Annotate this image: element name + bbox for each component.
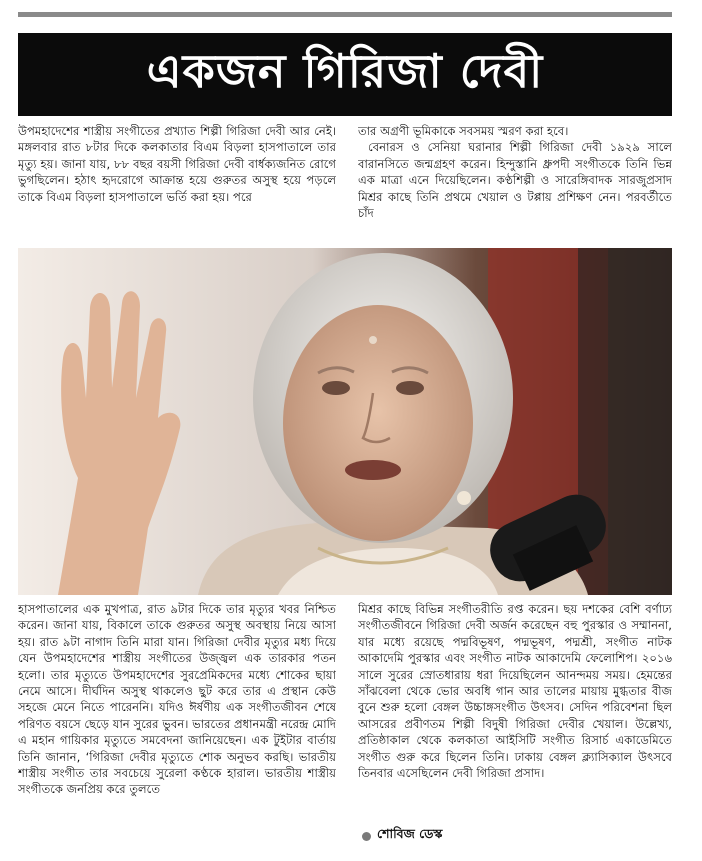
article-column-1-top: [18, 123, 336, 239]
paragraph: তার অগ্রণী ভূমিকাকে সবসময় স্মরণ করা হবে।: [358, 124, 569, 138]
headline: একজন গিরিজা দেবী: [146, 43, 544, 98]
article-column-2-bottom: [358, 601, 672, 826]
article-column-2-top: [358, 123, 672, 239]
article-column-1-bottom: [18, 601, 336, 846]
article-photo: [18, 248, 672, 595]
top-rule: [18, 12, 672, 17]
bullet-dot-icon: [362, 832, 371, 841]
paragraph: বেনারস ও সেনিয়া ঘরানার শিল্পী গিরিজা দেবী ১৯২৯ সালে বারানসিতে জন্মগ্রহণ করেন। হিন্দুস্তানি ধ্রুপদী সংগীতকে তিনি ভিন্ন এক মাত্রা এনে দিয়েছিলেন। কণ্ঠশিল্পী ও সারেঙ্গিবাদক সারজুপ্রসাদ মিশ্রর কাছে তিনি প্রথমে খেয়াল ও টপ্পায় প্রশিক্ষণ নেন। পরবর্তীতে চাঁদ: [358, 140, 672, 221]
headline-bar: [18, 33, 672, 116]
paragraph: মিশ্রর কাছে বিভিন্ন সংগীতরীতি রপ্ত করেন। ছয় দশকের বেশি বর্ণাঢ্য সংগীতজীবনে গিরিজা দেবী অর্জন করেছেন বহু পুরস্কার ও সম্মাননা, যার মধ্যে রয়েছে পদ্মবিভূষণ, পদ্মভূষণ, পদ্মশ্রী, সংগীত নাটক আকাদেমি পুরস্কার এবং সংগীত নাটক আকাদেমি ফেলোশিপ। ২০১৬ সালে সুরের স্রোতধারায় ধরা দিয়েছিলেন আনন্দময় সময়। হেমন্তের সাঁঝবেলা থেকে ভোর অবধি গান আর তালের মায়ায় মুগ্ধতার বীজ বুনে শুরু হলো বেঙ্গল উচ্চাঙ্গসংগীত উৎসব। সেদিন পরিবেশনা ছিল আসরের প্রবীণতম শিল্পী বিদুষী গিরিজা দেবীর খেয়াল। উল্লেখ্য, প্রতিষ্ঠাকাল থেকে কলকাতা আইসিটি সংগীত রিসার্চ একাডেমিতে সংগীত গুরু করে ছিলেন তিনি। ঢাকায় বেঙ্গল ক্ল্যাসিক্যাল উৎসবে তিনবার এসেছিলেন দেবী গিরিজা প্রসাদ।: [358, 602, 672, 781]
paragraph: হাসপাতালের এক মুখপাত্র, রাত ৯টার দিকে তার মৃত্যুর খবর নিশ্চিত করেন। জানা যায়, বিকালে তাকে গুরুতর অসুস্থ অবস্থায় নিয়ে আসা হয়। রাত ৯টা নাগাদ তিনি মারা যান। গিরিজা দেবীর মৃত্যুর মধ্য দিয়ে যেন উপমহাদেশের শাস্ত্রীয় সংগীতের উজ্জ্বল এক তারকার পতন হলো। তার মৃত্যুতে উপমহাদেশের সুরপ্রেমিকদের মধ্যে শোকের ছায়া নেমে আসে। দীর্ঘদিন অসুস্থ থাকলেও ছুট করে তার এ প্রস্থান কেউ সহজে মেনে নিতে পারেননি। যদিও ঈর্ষণীয় এক সংগীতজীবন শেষে পরিণত বয়সে ছেড়ে যান সুরের ভুবন। ভারতের প্রধানমন্ত্রী নরেন্দ্র মোদি এ মহান গায়িকার মৃত্যুতে সমবেদনা জানিয়েছেন। এক টুইটার বার্তায় তিনি জানান, ‘গিরিজা দেবীর মৃত্যুতে শোক অনুভব করছি। ভারতীয় শাস্ত্রীয় সংগীত তার সবচেয়ে সুরেলা কণ্ঠকে হারাল। ভারতীয় শাস্ত্রীয় সংগীতকে জনপ্রিয় করে তুলতে: [18, 602, 336, 797]
photo-singer-performing: [18, 248, 672, 595]
byline: [362, 826, 442, 846]
paragraph: উপমহাদেশের শাস্ত্রীয় সংগীতের প্রখ্যাত শিল্পী গিরিজা দেবী আর নেই। মঙ্গলবার রাত ৮টার দিকে কলকাতার বিএম বিড়লা হাসপাতালে তার মৃত্যু হয়। জানা যায়, ৮৮ বছর বয়সী গিরিজা দেবী বার্ধক্যজনিত রোগে ভুগছিলেন। হঠাৎ হৃদরোগে আক্রান্ত হয়ে গুরুতর অসুস্থ হয়ে পড়লে তাকে বিএম বিড়লা হাসপাতালে ভর্তি করা হয়। পরে: [18, 124, 336, 204]
byline-text: শোবিজ ডেস্ক: [377, 826, 443, 841]
